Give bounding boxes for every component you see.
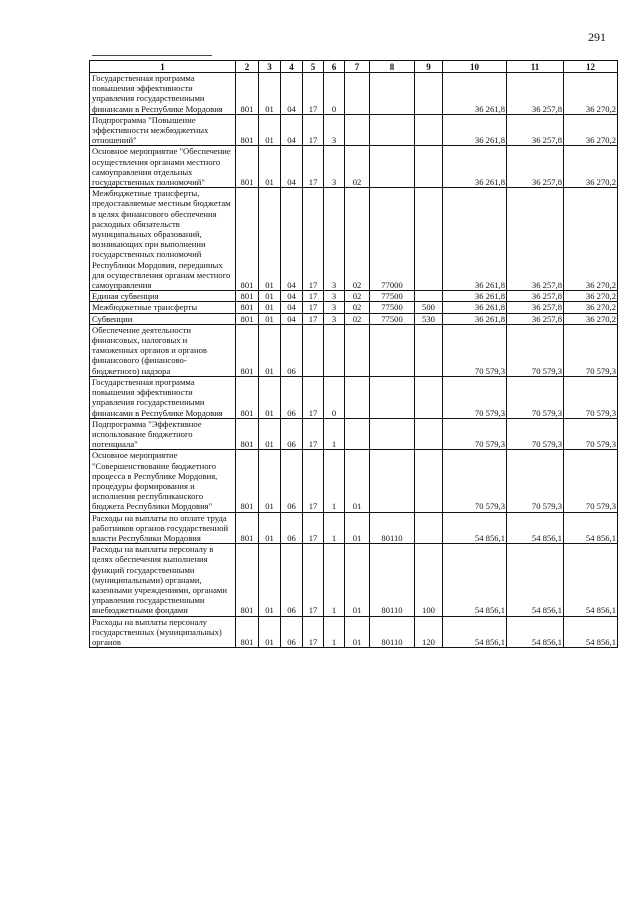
amount-year-1: 54 856,1 [443,616,507,648]
row-name: Подпрограмма "Повышение эффективности межбюджетных отношений" [90,114,236,146]
amount-year-1: 36 261,8 [443,114,507,146]
amount-year-2: 36 257,8 [507,313,564,324]
code-direction [370,146,415,188]
code-section: 01 [259,291,281,302]
code-subsection: 04 [281,291,303,302]
table-row [90,146,618,188]
amount-year-2: 36 257,8 [507,188,564,291]
column-header-11: 11 [507,61,564,73]
budget-table [89,60,618,648]
code-expense-type [415,73,443,115]
code-ministry: 801 [236,302,259,313]
row-name: Межбюджетные трансферты [90,302,236,313]
column-header-6: 6 [324,61,345,73]
amount-year-1: 36 261,8 [443,291,507,302]
amount-year-1: 70 579,3 [443,324,507,376]
amount-year-1: 36 261,8 [443,146,507,188]
row-name: Подпрограмма "Эффективное использование бюджетного потенциала" [90,418,236,450]
column-header-8: 8 [370,61,415,73]
code-expense-type [415,188,443,291]
table-row [90,616,618,648]
code-ministry: 801 [236,376,259,418]
table-row [90,114,618,146]
column-header-5: 5 [303,61,324,73]
column-header-1: 1 [90,61,236,73]
amount-year-1: 70 579,3 [443,376,507,418]
table-body [90,73,618,648]
code-section: 01 [259,544,281,616]
column-header-4: 4 [281,61,303,73]
code-subsection: 04 [281,146,303,188]
amount-year-2: 70 579,3 [507,450,564,512]
code-direction [370,418,415,450]
code-ministry: 801 [236,418,259,450]
budget-table-container [89,60,617,648]
amount-year-1: 70 579,3 [443,418,507,450]
amount-year-2: 54 856,1 [507,544,564,616]
code-section: 01 [259,512,281,544]
column-header-10: 10 [443,61,507,73]
table-row [90,418,618,450]
amount-year-2: 70 579,3 [507,376,564,418]
row-name: Межбюджетные трансферты, предоставляемые местным бюджетам в целях финансового обеспечения расходных обязательств муниципальных образований, возникающих при выполнении государственных полномочий Республики Мордовия, переданных для осуществления органам местного самоуправления [90,188,236,291]
amount-year-3: 54 856,1 [564,512,618,544]
amount-year-1: 54 856,1 [443,544,507,616]
amount-year-2: 36 257,8 [507,302,564,313]
code-ministry: 801 [236,291,259,302]
code-program: 17 [303,544,324,616]
row-name: Основное мероприятие "Обеспечение осуществления органами местного самоуправления отдельных государственных полномочий" [90,146,236,188]
amount-year-2: 54 856,1 [507,616,564,648]
code-program: 17 [303,418,324,450]
code-subsection: 04 [281,188,303,291]
code-direction: 77500 [370,291,415,302]
code-ministry: 801 [236,324,259,376]
row-name: Расходы на выплаты по оплате труда работников органов государственной власти Республики Мордовия [90,512,236,544]
code-subprogram: 1 [324,418,345,450]
code-subprogram: 1 [324,450,345,512]
amount-year-3: 36 270,2 [564,146,618,188]
code-subprogram: 3 [324,302,345,313]
amount-year-3: 70 579,3 [564,324,618,376]
row-name: Основное мероприятие "Совершенствование бюджетного процесса в Республике Мордовия, процедуры формирования и исполнения республиканского бюджета Республики Мордовия" [90,450,236,512]
code-measure: 01 [345,616,370,648]
code-direction: 77500 [370,313,415,324]
code-section: 01 [259,313,281,324]
code-measure: 02 [345,313,370,324]
code-measure: 01 [345,512,370,544]
code-subprogram: 1 [324,512,345,544]
code-section: 01 [259,450,281,512]
table-row [90,188,618,291]
code-measure: 02 [345,302,370,313]
amount-year-1: 54 856,1 [443,512,507,544]
column-header-12: 12 [564,61,618,73]
code-section: 01 [259,616,281,648]
amount-year-3: 36 270,2 [564,302,618,313]
amount-year-1: 70 579,3 [443,450,507,512]
code-section: 01 [259,376,281,418]
code-measure: 02 [345,146,370,188]
code-subsection: 06 [281,418,303,450]
code-program: 17 [303,450,324,512]
code-subprogram: 1 [324,616,345,648]
code-subsection: 06 [281,616,303,648]
code-ministry: 801 [236,146,259,188]
column-header-2: 2 [236,61,259,73]
amount-year-1: 36 261,8 [443,302,507,313]
amount-year-2: 36 257,8 [507,291,564,302]
code-direction [370,376,415,418]
code-measure: 01 [345,544,370,616]
row-name: Обеспечение деятельности финансовых, налоговых и таможенных органов и органов финансового (финансово-бюджетного) надзора [90,324,236,376]
code-measure: 02 [345,188,370,291]
code-direction [370,324,415,376]
amount-year-3: 36 270,2 [564,73,618,115]
code-section: 01 [259,302,281,313]
code-direction: 80110 [370,512,415,544]
code-ministry: 801 [236,450,259,512]
column-header-7: 7 [345,61,370,73]
code-ministry: 801 [236,313,259,324]
code-ministry: 801 [236,114,259,146]
row-name: Единая субвенция [90,291,236,302]
code-expense-type [415,418,443,450]
amount-year-3: 36 270,2 [564,188,618,291]
code-program: 17 [303,616,324,648]
code-subprogram: 3 [324,188,345,291]
amount-year-3: 70 579,3 [564,450,618,512]
code-subprogram: 3 [324,146,345,188]
header-row [90,61,618,73]
code-expense-type [415,324,443,376]
amount-year-3: 70 579,3 [564,418,618,450]
amount-year-2: 70 579,3 [507,418,564,450]
row-name: Субвенции [90,313,236,324]
code-subsection: 04 [281,73,303,115]
code-subsection: 04 [281,313,303,324]
code-direction [370,450,415,512]
code-program: 17 [303,302,324,313]
code-subprogram: 3 [324,313,345,324]
code-direction: 80110 [370,616,415,648]
code-expense-type [415,146,443,188]
table-row [90,544,618,616]
code-section: 01 [259,114,281,146]
code-subsection: 06 [281,376,303,418]
amount-year-2: 70 579,3 [507,324,564,376]
column-header-3: 3 [259,61,281,73]
code-measure [345,324,370,376]
table-row [90,450,618,512]
top-rule [92,55,212,58]
code-expense-type [415,512,443,544]
table-row [90,302,618,313]
code-measure: 02 [345,291,370,302]
code-ministry: 801 [236,512,259,544]
amount-year-3: 70 579,3 [564,376,618,418]
code-subprogram: 0 [324,73,345,115]
code-expense-type [415,450,443,512]
code-ministry: 801 [236,544,259,616]
amount-year-1: 36 261,8 [443,188,507,291]
code-expense-type: 500 [415,302,443,313]
code-program [303,324,324,376]
amount-year-3: 54 856,1 [564,616,618,648]
code-subsection: 04 [281,114,303,146]
code-program: 17 [303,146,324,188]
code-expense-type [415,376,443,418]
code-subsection: 06 [281,450,303,512]
code-program: 17 [303,313,324,324]
code-subprogram [324,324,345,376]
code-section: 01 [259,324,281,376]
amount-year-3: 36 270,2 [564,313,618,324]
code-direction [370,114,415,146]
code-expense-type: 120 [415,616,443,648]
code-subsection: 06 [281,324,303,376]
code-measure [345,114,370,146]
code-ministry: 801 [236,616,259,648]
code-section: 01 [259,146,281,188]
code-direction: 80110 [370,544,415,616]
page-number: 291 [588,30,606,44]
code-ministry: 801 [236,188,259,291]
code-expense-type [415,114,443,146]
row-name: Расходы на выплаты персоналу государственных (муниципальных) органов [90,616,236,648]
code-program: 17 [303,291,324,302]
table-row [90,324,618,376]
table-row [90,512,618,544]
code-expense-type: 530 [415,313,443,324]
code-direction: 77500 [370,302,415,313]
table-row [90,313,618,324]
row-name: Расходы на выплаты персоналу в целях обеспечения выполнения функций государственными (муниципальными) органами, казенными учреждениями, органами управления государственными внебюджетными фондами [90,544,236,616]
code-program: 17 [303,188,324,291]
row-name: Государственная программа повышения эффективности управления государственными финансами в Республике Мордовия [90,376,236,418]
code-subprogram: 3 [324,114,345,146]
code-subsection: 06 [281,544,303,616]
code-measure [345,418,370,450]
code-program: 17 [303,114,324,146]
table-row [90,73,618,115]
amount-year-2: 36 257,8 [507,146,564,188]
code-measure [345,376,370,418]
amount-year-1: 36 261,8 [443,73,507,115]
code-expense-type: 100 [415,544,443,616]
amount-year-3: 36 270,2 [564,114,618,146]
code-ministry: 801 [236,73,259,115]
code-subprogram: 0 [324,376,345,418]
code-program: 17 [303,512,324,544]
code-section: 01 [259,188,281,291]
code-subprogram: 3 [324,291,345,302]
code-expense-type [415,291,443,302]
code-direction: 77000 [370,188,415,291]
row-name: Государственная программа повышения эффективности управления государственными финансами в Республике Мордовия [90,73,236,115]
amount-year-1: 36 261,8 [443,313,507,324]
code-subprogram: 1 [324,544,345,616]
code-measure [345,73,370,115]
amount-year-2: 36 257,8 [507,114,564,146]
amount-year-3: 54 856,1 [564,544,618,616]
table-row [90,291,618,302]
amount-year-3: 36 270,2 [564,291,618,302]
code-program: 17 [303,73,324,115]
code-section: 01 [259,418,281,450]
code-measure: 01 [345,450,370,512]
code-program: 17 [303,376,324,418]
code-section: 01 [259,73,281,115]
code-subsection: 04 [281,302,303,313]
code-direction [370,73,415,115]
amount-year-2: 36 257,8 [507,73,564,115]
column-header-9: 9 [415,61,443,73]
table-row [90,376,618,418]
code-subsection: 06 [281,512,303,544]
amount-year-2: 54 856,1 [507,512,564,544]
